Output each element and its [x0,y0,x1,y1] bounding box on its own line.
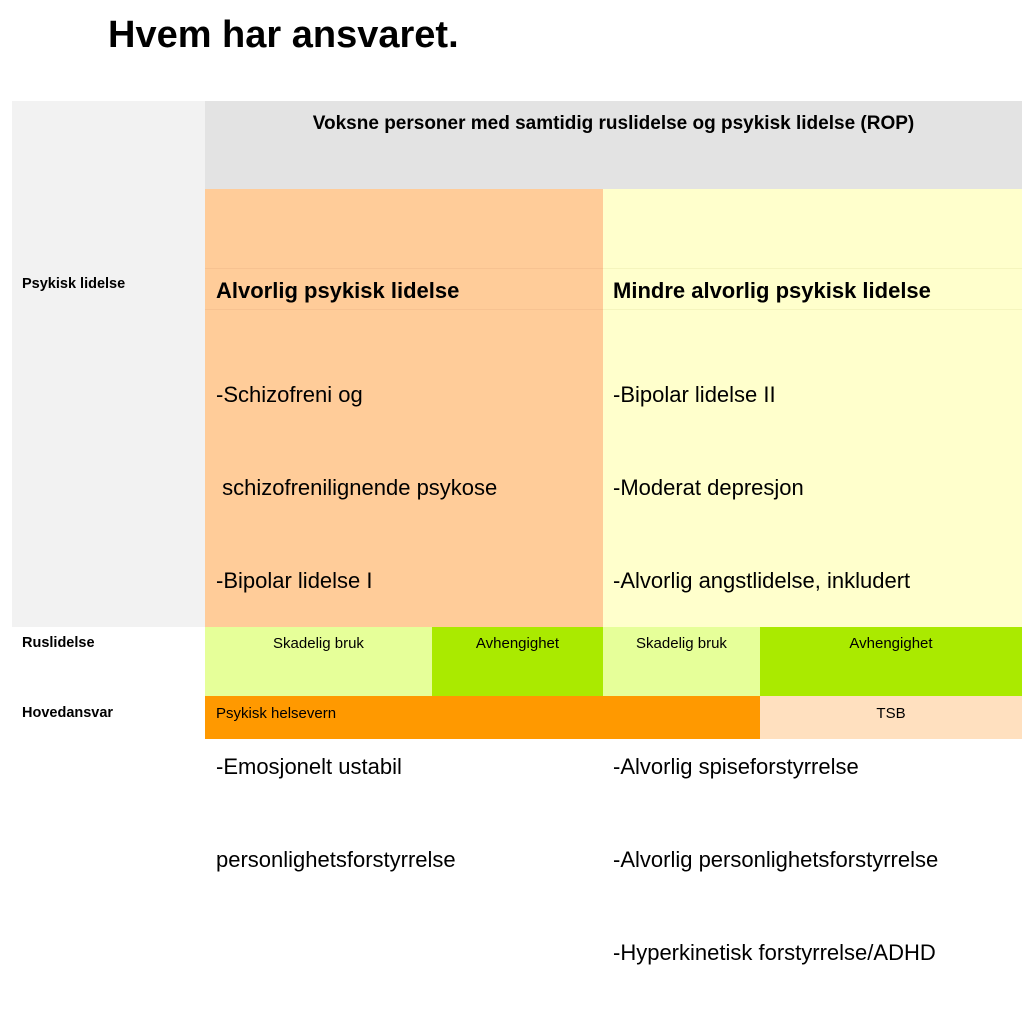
row-label-hovedansvar: Hovedansvar [22,705,114,721]
rus-cell-text: Skadelig bruk [273,635,364,652]
mild-item: -Moderat depresjon [613,475,804,500]
ansvar-tsb [760,696,1022,739]
rus-cell-skadelig-bruk-2 [603,627,760,696]
severe-heading: Alvorlig psykisk lidelse [216,278,460,303]
severe-heading-divider-top [205,268,603,269]
mild-heading-divider-bottom [603,309,1022,310]
mild-heading-divider-top [603,268,1022,269]
mild-heading: Mindre alvorlig psykisk lidelse [613,278,931,303]
rus-cell-skadelig-bruk-1 [205,627,432,696]
ansvar-tsb-text: TSB [876,705,906,722]
mild-item: -Alvorlig spiseforstyrrelse [613,754,859,779]
mild-item: -Alvorlig personlighetsforstyrrelse [613,847,939,872]
ansvar-psykisk-helsevern [205,696,760,739]
mild-item: -Hyperkinetisk forstyrrelse/ADHD [613,940,936,965]
table-header-text: Voksne personer med samtidig ruslidelse og psykisk lidelse (ROP) [312,113,915,134]
severe-heading-divider-bottom [205,309,603,310]
rus-cell-text: Skadelig bruk [636,635,727,652]
table-header [205,101,1022,189]
rus-cell-avhengighet-2 [760,627,1022,696]
ansvar-psykisk-helsevern-text: Psykisk helsevern [216,705,337,722]
mild-item: -Alvorlig angstlidelse, inkludert [613,568,911,593]
row-label-psykisk-lidelse: Psykisk lidelse [22,276,126,292]
slide-title: Hvem har ansvaret. [108,14,459,56]
severe-item: personlighetsforstyrrelse [216,847,456,872]
mild-item: -Bipolar lidelse II [613,382,776,407]
severe-item: -Bipolar lidelse I [216,568,373,593]
severe-item: -Schizofreni og [216,382,363,407]
rus-cell-text: Avhengighet [475,635,560,652]
rus-cell-text: Avhengighet [849,635,933,652]
severe-item: schizofrenilignende psykose [216,475,498,500]
rus-cell-avhengighet-1 [432,627,603,696]
severe-item: -Emosjonelt ustabil [216,754,402,779]
label-column-bg [12,101,205,627]
row-label-ruslidelse: Ruslidelse [22,635,95,651]
